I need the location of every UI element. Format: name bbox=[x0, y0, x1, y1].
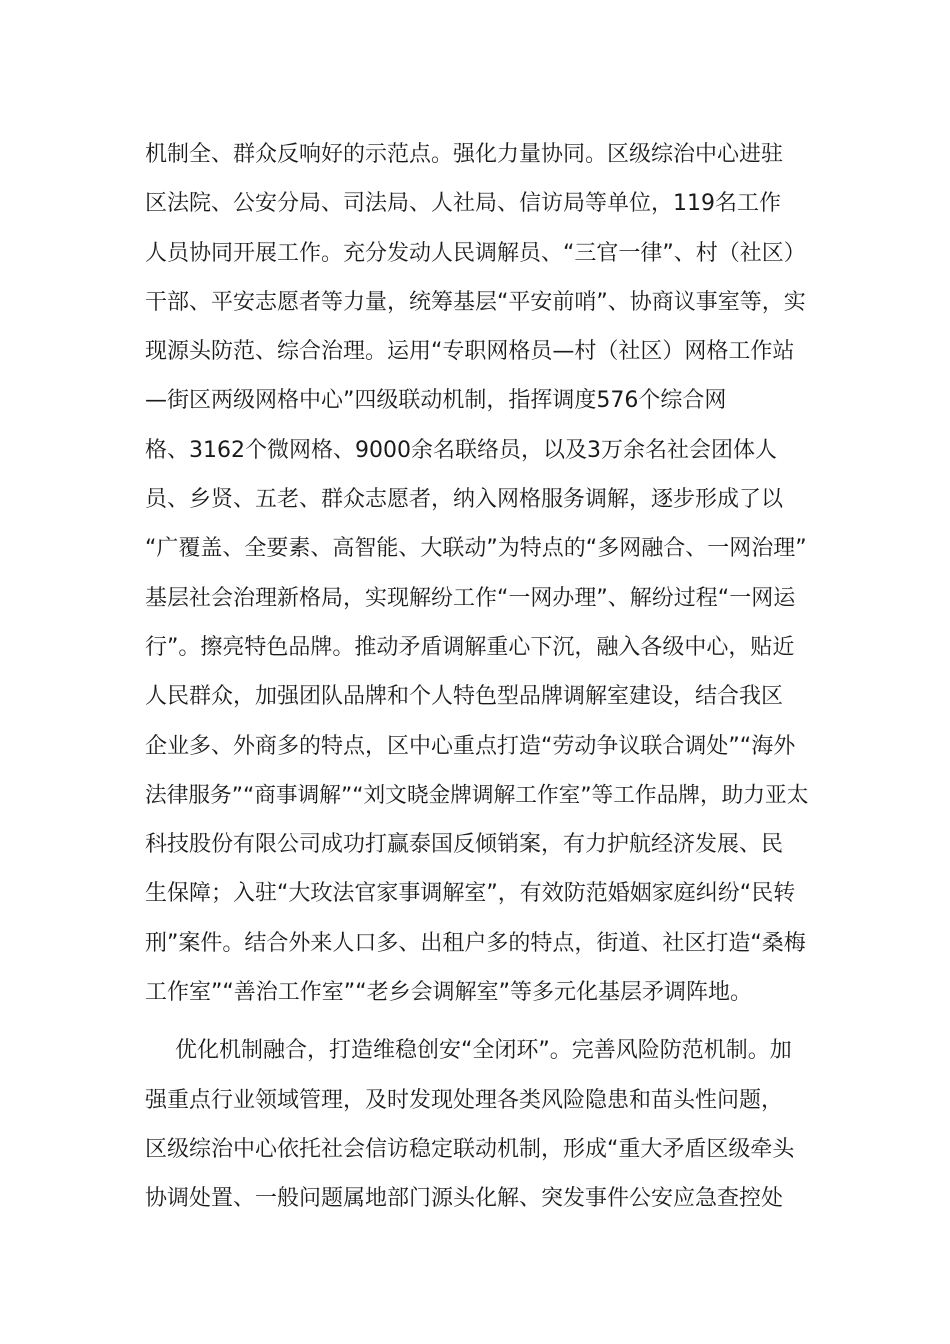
text-line: 刑”案件。结合外来人口多、出租户多的特点，街道、社区打造“桑梅 bbox=[145, 930, 806, 956]
text-line: 格、3162个微网格、9000余名联络员，以及3万余名社会团体人 bbox=[145, 437, 777, 463]
text-line: 法律服务”“商事调解”“刘文晓金牌调解工作室”等工作品牌，助力亚太 bbox=[145, 782, 809, 808]
text-line: “广覆盖、全要素、高智能、大联动”为特点的“多网融合、一网治理” bbox=[145, 536, 807, 562]
text-line: 区级综治中心依托社会信访稳定联动机制，形成“重大矛盾区级牵头 bbox=[145, 1136, 795, 1162]
text-line: 生保障；入驻“大玫法官家事调解室”，有效防范婚姻家庭纠纷“民转 bbox=[145, 881, 796, 907]
text-line: 企业多、外商多的特点，区中心重点打造“劳动争议联合调处”“海外 bbox=[145, 733, 796, 759]
text-line: 人民群众，加强团队品牌和个人特色型品牌调解室建设，结合我区 bbox=[145, 684, 784, 710]
text-line: 科技股份有限公司成功打赢泰国反倾销案，有力护航经济发展、民 bbox=[145, 832, 784, 858]
text-line: 行”。擦亮特色品牌。推动矛盾调解重心下沉，融入各级中心，贴近 bbox=[145, 634, 795, 660]
text-line: 人员协同开展工作。充分发动人民调解员、“三官一律”、村（社区） bbox=[145, 240, 806, 266]
text-line: 强重点行业领域管理，及时发现处理各类风险隐患和苗头性问题， bbox=[145, 1087, 784, 1113]
body-text bbox=[145, 130, 810, 1224]
text-line: 基层社会治理新格局，实现解纷工作“一网办理”、解纷过程“一网运 bbox=[145, 585, 796, 611]
text-line: 机制全、群众反响好的示范点。强化力量协同。区级综治中心进驻 bbox=[145, 142, 784, 167]
text-line: 现源头防范、综合治理。运用“专职网格员—村（社区）网格工作站 bbox=[145, 339, 795, 365]
text-line: 工作室”“善治工作室”“老乡会调解室”等多元化基层矛调阵地。 bbox=[145, 980, 752, 1006]
text-line: 员、乡贤、五老、群众志愿者，纳入网格服务调解，逐步形成了以 bbox=[145, 487, 784, 513]
paragraph-start-line: 优化机制融合，打造维稳创安“全闭环”。完善风险防范机制。加 bbox=[175, 1038, 792, 1064]
text-line: 区法院、公安分局、司法局、人社局、信访局等单位，119名工作 bbox=[145, 191, 781, 217]
text-line: 干部、平安志愿者等力量，统筹基层“平安前哨”、协商议事室等，实 bbox=[145, 289, 806, 315]
text-line: 协调处置、一般问题属地部门源头化解、突发事件公安应急查控处 bbox=[145, 1186, 784, 1212]
text-line: —街区两级网格中心”四级联动机制，指挥调度576个综合网 bbox=[145, 388, 727, 414]
